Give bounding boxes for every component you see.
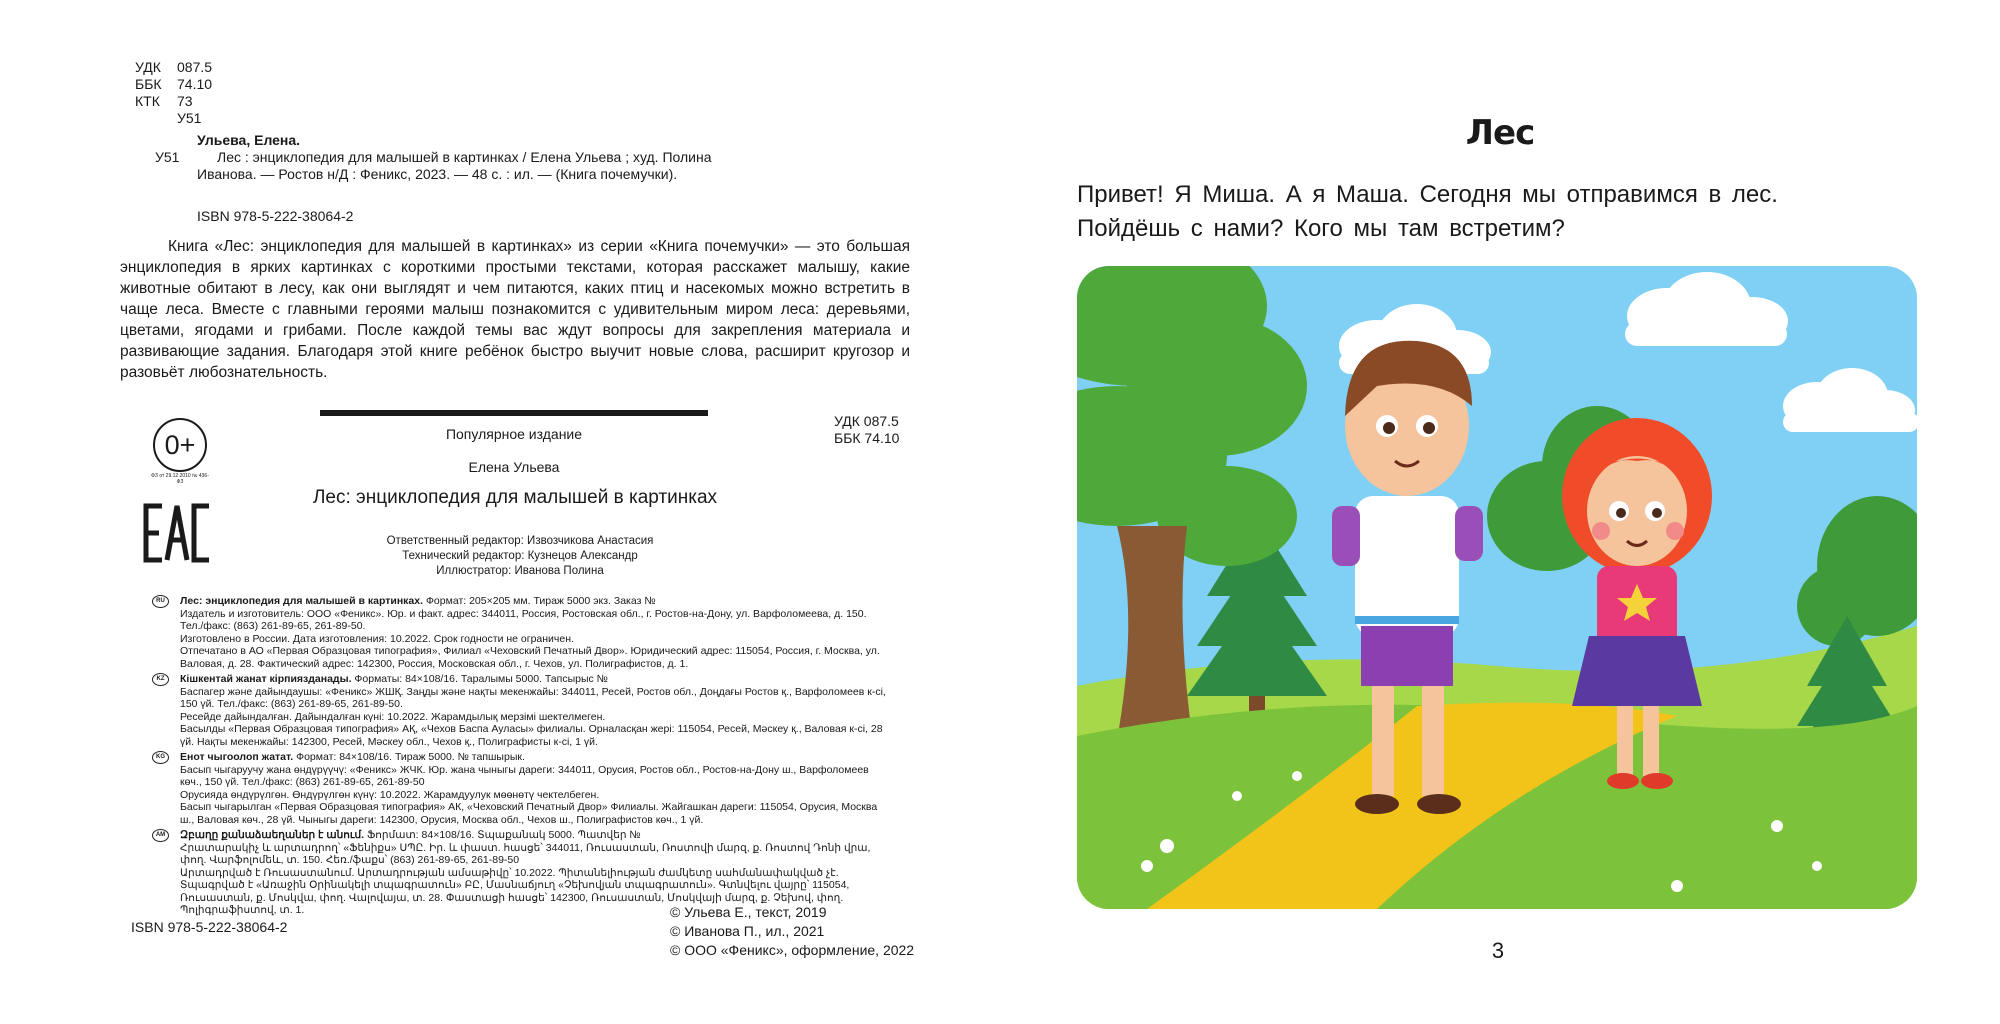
page-number: 3 [1491, 938, 1505, 963]
classification-codes [135, 59, 219, 127]
intro-line-1: Привет! Я Миша. А я Маша. Сегодня мы отправимся в лес. [1077, 181, 1778, 208]
staff-illustrator: Иллюстратор: Иванова Полина [436, 565, 604, 577]
call-mark: У51 [155, 149, 180, 165]
imprint-kz-line-3: Ресейде дайындалған. Дайындалған күні: 10.2022. Жарамдылық мерзімі шектелмеген. [180, 710, 606, 723]
imprint-ru-line-1: Формат: 205×205 мм. Тираж 5000 экз. Заказ № [423, 595, 656, 607]
copyright-illustrations: © Иванова П., ил., 2021 [670, 923, 825, 939]
lang-badge-kg: KG [152, 751, 169, 764]
imprint-block [152, 595, 887, 917]
imprint-am-line-4: Տպագրված է «Առաջին Օրինակելի տպագրատուն» ԲԸ, Մասնաճյուղ «Չեխովյան տպագրատուն». Գտնվելու վայրը՝ 115054, Ռուսաստան, ք. Մոսկվա, փող. Վալովայա, տ. 28. Փաստացի հասցե՝ 142300, Ռուսաստան, Մոսկվայի մարզ, ք. Չեխով, փող. Պոլիգրաֆիստով, տ. 1. [180, 879, 850, 916]
imprint-am-line-2: Հրատարակիչ և արտադրող՝ «Ֆենիքս» ՍՊԸ. Իր. և փաստ. հասցե՝ 344011, Ռուսաստան, Ռոստովի մարզ, ք. Ռոստով Դոնի վրա, փող. Վարֆոլոմեև, տ. 150. Հեռ./ֆաքս՝ (863) 261-89-65, 261-89-50 [180, 841, 871, 866]
age-rating-law: ФЗ от 29.12.2010 № 436-ФЗ [151, 473, 209, 485]
lang-badge-ru: RU [152, 595, 169, 608]
biblio-line-2: Иванова. — Ростов н/Д : Феникс, 2023. — 48 с. : ил. — (Книга почемучки). [197, 166, 678, 182]
book-title: Лес: энциклопедия для малышей в картинках [312, 487, 718, 508]
imprint-kg-line-3: Орусияда өндүрүлгөн. Өндүрүлгөн күнү: 10.2022. Жарамдуулук мөөнөтү чектелбеген. [180, 788, 600, 801]
biblio-line-1: Лес : энциклопедия для малышей в картинках / Елена Ульева ; худ. Полина [217, 149, 712, 165]
imprint-kg-line-2: Басып чыгаруучу жана өндүрүүчү: «Феникс» ЖЧК. Юр. жана чыныгы дареги: 344011, Орусия, Ростов обл., Ростов-на-Дону ш., Варфоломеев көч., 150 үй. Тел./факс: (863) 261-89-65, 261-89-50 [180, 763, 869, 788]
code-bbk: ББК 74.10 [135, 76, 213, 92]
author-heading: Ульева, Елена. [197, 132, 301, 148]
lang-badge-kz: KZ [152, 673, 169, 686]
imprint-ru-title: Лес: энциклопедия для малышей в картинках. [180, 595, 424, 607]
code-right-udk: УДК 087.5 [834, 413, 899, 429]
imprint-kg-line-4: Басып чыгарылган «Первая Образцовая типография» АК, «Чеховский Печатный Двор» Филиалы. Жайгашкан дареги: 115054, Орусия, Москва ш., Валовая көч., 28 үй. Чыныгы дареги: 142300, Орусия, Москва обл., Чехов ш., Полиграфистов көч., 1 үй. [180, 801, 878, 826]
imprint-kg-line-1: Формат: 84×108/16. Тираж 5000. № тапшырык. [293, 751, 525, 763]
page-title: Лес [1465, 113, 1535, 153]
imprint-ru-line-3: Изготовлено в России. Дата изготовления: 10.2022. Срок годности не ограничен. [180, 632, 574, 645]
staff-tech-editor: Технический редактор: Кузнецов Александр [402, 550, 638, 562]
imprint-am-title: Զբաղը քանաձաեղաներ է անում. [180, 829, 365, 841]
code-author-mark: У51 [177, 110, 202, 126]
code-udk: УДК 087.5 [135, 59, 213, 75]
copyright-design: © ООО «Феникс», оформление, 2022 [670, 942, 915, 958]
imprint-kz-title: Кішкентай жанат кірпиязданады. [180, 673, 352, 685]
eac-conformity-mark [142, 502, 212, 564]
lang-badge-am: AM [152, 829, 169, 842]
age-rating-badge: 0+ [153, 418, 207, 472]
isbn-bottom: ISBN 978-5-222-38064-2 [131, 919, 288, 935]
imprint-ru [152, 595, 887, 670]
copyright-text: © Ульева Е., текст, 2019 [670, 904, 827, 920]
forest-illustration [1077, 266, 1917, 909]
imprint-kz-line-1: Форматы: 84×108/16. Таралымы 5000. Тапсырыс № [351, 673, 608, 685]
imprint-am-line-1: Ֆորմատ: 84×108/16. Տպաքանակ 5000. Պատվեր № [364, 829, 641, 841]
imprint-kz-line-4: Басылды «Первая Образцовая типография» АҚ, «Чехов Баспа Ауласы» филиалы. Орналасқан жері: 115054, Ресей, Мәскеу қ., Валовая к-сі, 28 үй. Нақты мекенжайы: 142300, Ресей, Мәскеу обл., Чехов қ., Полиграфисты к-сі, 1 үй. [180, 723, 883, 748]
code-right-bbk: ББК 74.10 [834, 430, 900, 446]
intro-line-2: Пойдёшь с нами? Кого мы там встретим? [1077, 215, 1565, 242]
imprint-kg [152, 751, 887, 826]
popular-edition: Популярное издание [445, 426, 583, 442]
copyright-block [670, 903, 914, 960]
imprint-ru-line-4: Отпечатано в АО «Первая Образцовая типография», Филиал «Чеховский Печатный Двор». Юридический адрес: 115054, Россия, г. Москва, ул. Валовая, д. 28. Фактический адрес: 142300, Россия, Московская обл., г. Чехов, ул. Полиграфистов, д. 1. [180, 645, 880, 670]
divider-bar [320, 410, 708, 416]
imprint-kz [152, 673, 887, 748]
codes-right [834, 413, 899, 447]
imprint-kg-title: Енот чыгоолоп жатат. [180, 751, 294, 763]
imprint-am-line-3: Արտադրված է Ռուսաստանում. Արտադրության ամսաթիվը՝ 10.2022. Պիտանելիության ժամկետը սահմանափակված չէ. [180, 866, 839, 879]
editorial-staff [370, 534, 670, 579]
staff-editor: Ответственный редактор: Извозчикова Анастасия [386, 535, 654, 547]
imprint-ru-line-2: Издатель и изготовитель: ООО «Феникс». Юр. и факт. адрес: 344011, Россия, Ростовская обл., г. Ростов-на-Дону, ул. Варфоломеева, д. 150. Тел./факс: (863) 261-89-65, 261-89-50. [180, 607, 867, 632]
book-description: Книга «Лес: энциклопедия для малышей в картинках» из серии «Книга почемучки» — это большая энциклопедия в ярких картинках с короткими простыми текстами, которая расскажет малышу, какие животные обитают в лесу, как они выглядят и чем питаются, каких птиц и насекомых можно встретить в чаще леса. Вместе с главными героями малыш познакомится с удивительным миром леса: деревьями, цветами, ягодами и грибами. После каждой темы вас ждут вопросы для закрепления материала и развивающие задания. Благодаря этой книге ребёнок быстро выучит новые слова, расширит кругозор и разовьёт любознательность. [120, 238, 910, 381]
code-ktk: КТК 73 [135, 93, 193, 109]
isbn-top: ISBN 978-5-222-38064-2 [197, 208, 354, 224]
imprint-kz-line-2: Баспагер және дайындаушы: «Феникс» ЖШҚ. Заңды және нақты мекенжайы: 344011, Ресей, Ростов обл., Доңдағы Ростов қ., Варфоломеев к-сі, 150 үй. Тел./факс: (863) 261-89-65, 261-89-50. [180, 685, 886, 710]
author-name: Елена Ульева [468, 459, 560, 475]
